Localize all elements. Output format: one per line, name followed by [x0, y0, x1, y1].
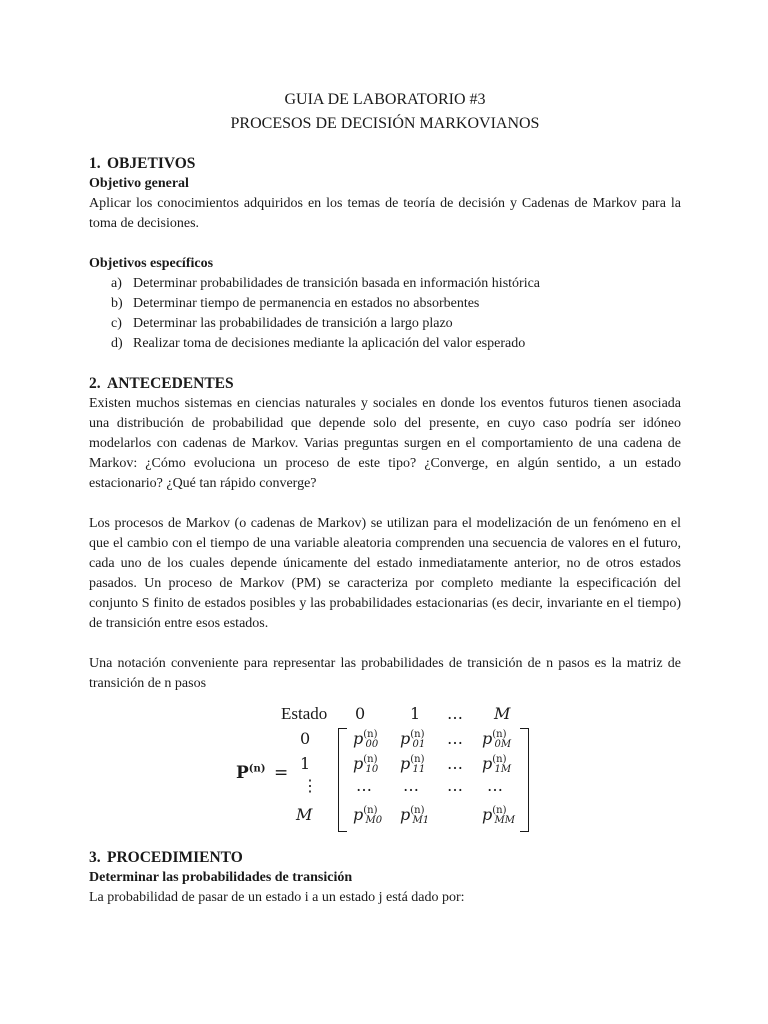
entry-superscript: (n) [410, 729, 425, 740]
entry-symbol: p [482, 805, 493, 824]
entry-superscript: (n) [410, 754, 425, 765]
matrix-entry: … [403, 776, 419, 795]
entry-superscript: (n) [363, 729, 378, 740]
background-paragraph-1: Existen muchos sistemas en ciencias naturales y sociales en donde los eventos futuros tienen asociada una distribución de probabilidad que depende solo del presente, en cuyo caso podría ser idóneo modelarlos con cadenas de Markov. Varias preguntas surgen en el comportamiento de una cadena de Markov: ¿Cómo evoluciona un proceso de este tipo? ¿Converge, en algún sentido, a un estado estacionario? ¿Qué tan rápido converge? [89, 396, 681, 491]
entry-superscript: (n) [492, 729, 507, 740]
matrix-col-header: M [494, 704, 511, 723]
matrix-entry: … [447, 729, 463, 748]
section-3-number: 3. [89, 849, 101, 866]
specific-objectives-heading: Objetivos específicos [89, 256, 214, 271]
entry-symbol: p [400, 729, 411, 748]
general-objective-heading: Objetivo general [89, 176, 189, 191]
matrix-state-label: Estado [281, 704, 328, 723]
matrix-entry [400, 805, 429, 824]
matrix-entry [353, 805, 382, 824]
matrix-lhs-symbol: P [236, 763, 249, 783]
entry-symbol: p [353, 729, 364, 748]
entry-superscript: (n) [492, 754, 507, 765]
procedure-text: La probabilidad de pasar de un estado i a un estado j está dado por: [89, 890, 465, 905]
matrix-col-header: … [447, 704, 463, 723]
list-item [111, 294, 681, 314]
list-marker: d) [111, 336, 123, 351]
entry-symbol: p [400, 754, 411, 773]
section-1-title: OBJETIVOS [107, 155, 196, 172]
matrix-row-label: M [296, 805, 313, 824]
section-2-number: 2. [89, 375, 101, 392]
section-3-heading [89, 848, 681, 868]
entry-subscript: M0 [365, 815, 383, 826]
entry-superscript: (n) [363, 805, 378, 816]
section-1-number: 1. [89, 155, 101, 172]
list-item-text: Determinar probabilidades de transición basada en información histórica [133, 276, 541, 291]
entry-symbol: p [353, 754, 364, 773]
list-marker: b) [111, 296, 123, 311]
matrix-entry [353, 754, 378, 773]
matrix-row-label: ⋮ [302, 776, 318, 795]
list-item [111, 314, 681, 334]
entry-superscript: (n) [410, 805, 425, 816]
list-item-text: Determinar tiempo de permanencia en estados no absorbentes [133, 296, 480, 311]
matrix-col-header: 0 [355, 704, 366, 723]
matrix-entry: … [487, 776, 503, 795]
matrix-entry: … [356, 776, 372, 795]
entry-subscript: 01 [412, 739, 426, 750]
entry-subscript: 0M [494, 739, 512, 750]
matrix-right-bracket [520, 728, 529, 832]
background-paragraph-2: Los procesos de Markov (o cadenas de Markov) se utilizan para el modelización de un fenómeno en el que el cambio con el tiempo de una variable aleatoria comprenden una secuencia de valores en el futuro, cada uno de los cuales depende únicamente del estado inmediatamente anterior, no de otros estados pasados. Un proceso de Markov (PM) se caracteriza por completo mediante la especificación del conjunto S finito de estados posibles y las probabilidades estacionarias (es decir, invariante en el tiempo) de transición entre esos estados. [89, 516, 681, 631]
entry-subscript: 11 [412, 764, 426, 775]
background-paragraph-3: Una notación conveniente para representar las probabilidades de transición de n pasos es la matriz de transición de n pasos [89, 656, 681, 691]
section-1-heading [89, 154, 681, 174]
matrix-equals: = [274, 763, 289, 783]
entry-subscript: M1 [412, 815, 430, 826]
entry-subscript: 1M [494, 764, 512, 775]
list-item-text: Determinar las probabilidades de transición a largo plazo [133, 316, 453, 331]
matrix-left-bracket [338, 728, 347, 832]
matrix-entry [482, 729, 511, 748]
document-title-line-1: GUIA DE LABORATORIO #3 [284, 91, 486, 108]
entry-subscript: 10 [365, 764, 379, 775]
list-item [111, 274, 681, 294]
entry-symbol: p [400, 805, 411, 824]
matrix-lhs-superscript: (n) [248, 763, 266, 775]
entry-symbol: p [482, 729, 493, 748]
matrix-entry [482, 805, 515, 824]
general-objective-text: Aplicar los conocimientos adquiridos en los temas de teoría de decisión y Cadenas de Markov para la toma de decisiones. [89, 196, 681, 231]
entry-symbol: p [482, 754, 493, 773]
entry-subscript: 00 [365, 739, 379, 750]
section-2-title: ANTECEDENTES [107, 375, 234, 392]
section-2-heading [89, 374, 681, 394]
matrix-lhs [236, 763, 266, 783]
matrix-entry [353, 729, 378, 748]
document-title-line-2: PROCESOS DE DECISIÓN MARKOVIANOS [230, 115, 540, 132]
list-marker: c) [111, 316, 122, 331]
entry-subscript: MM [494, 815, 515, 826]
matrix-entry [400, 729, 425, 748]
matrix-row-label: 1 [300, 754, 311, 773]
transition-matrix-equation [89, 700, 681, 830]
document-page [89, 88, 681, 908]
list-item [111, 334, 681, 354]
entry-superscript: (n) [492, 805, 507, 816]
procedure-sub-heading: Determinar las probabilidades de transición [89, 870, 353, 885]
entry-symbol: p [353, 805, 364, 824]
specific-objectives-list [89, 274, 681, 354]
matrix-entry: … [447, 776, 463, 795]
matrix-entry [400, 754, 425, 773]
section-3-title: PROCEDIMIENTO [107, 849, 243, 866]
matrix-entry: … [447, 754, 463, 773]
matrix-entry [482, 754, 511, 773]
list-marker: a) [111, 276, 122, 291]
matrix-col-header: 1 [410, 704, 421, 723]
entry-superscript: (n) [363, 754, 378, 765]
matrix-row-label: 0 [300, 729, 311, 748]
list-item-text: Realizar toma de decisiones mediante la aplicación del valor esperado [133, 336, 526, 351]
